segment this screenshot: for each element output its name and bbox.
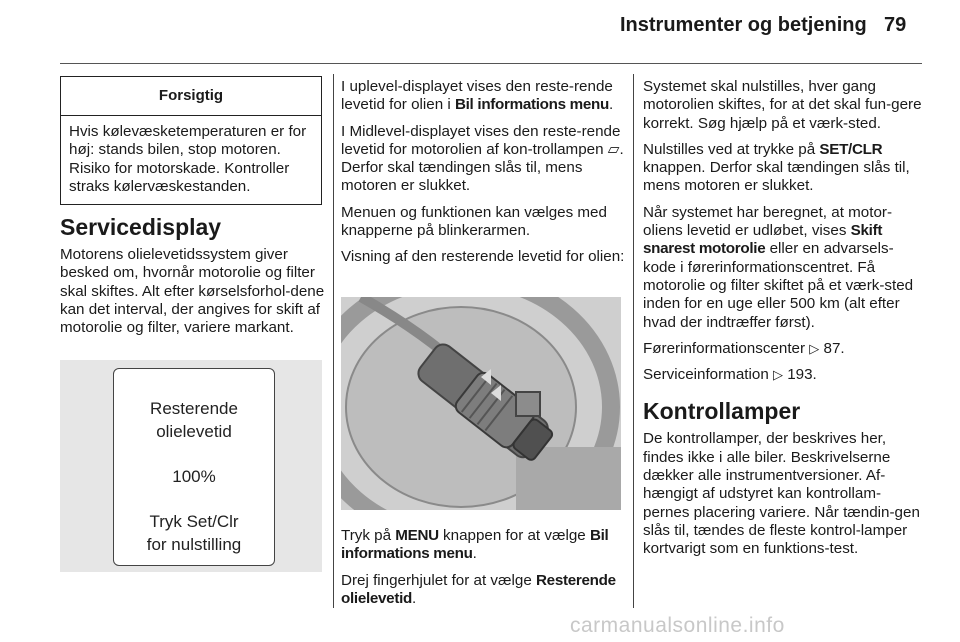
col2-paragraph-5: Tryk på MENU knappen for at vælge Bil informations menu. (341, 527, 609, 563)
col2-paragraph-4: Visning af den resterende levetid for olien: (341, 248, 625, 266)
service-section (60, 214, 326, 345)
col2-paragraph-2: I Midlevel-displayet vises den reste-rende levetid for motorolien af kon-trollampen ⏥. Derfor skal tændingen slås til, mens motoren er slukket. (341, 122, 624, 195)
col3-paragraph-1: Systemet skal nulstilles, hver gang motorolien skiftes, for at det skal fun-gere korrekt. Søg hjælp på et værk-sted. (643, 78, 922, 132)
display-line-tryk: Tryk Set/Clr (149, 512, 239, 531)
caution-title: Forsigtig (61, 77, 321, 116)
display-line-olielevetid: olielevetid (156, 422, 232, 441)
column-3 (643, 78, 925, 567)
turn-signal-lever-figure (341, 297, 621, 510)
service-intro-text: Motorens olielevetidssystem giver besked om, hvornår motorolie og filter skal skiftes. Alt efter kørselsforhol-dene kan det interval, der angives for skift af motorolie og filter, variere markant. (60, 246, 325, 337)
col3-paragraph-4: Førerinformationscenter ▷ 87. (643, 339, 845, 357)
column-divider-2 (633, 74, 634, 608)
servicedisplay-heading: Servicedisplay (60, 214, 222, 240)
col3-paragraph-6: De kontrollamper, der beskrives her, findes ikke i alle biler. Beskrivelserne dækker alle instrumentversioner. Af-hængigt af udstyret kan kontrollam-pernes placering variere. Når tændin-gen slås til, tændes de fleste kontrol-lamper kortvarigt som en funktions-test. (643, 430, 920, 558)
header-divider (60, 63, 922, 64)
oil-lamp-icon: ⏥ (607, 140, 620, 158)
column-2-bottom (341, 527, 625, 616)
page-number: 79 (884, 14, 907, 36)
col3-paragraph-5: Serviceinformation ▷ 193. (643, 366, 817, 384)
column-2 (341, 78, 625, 275)
display-line-nulstilling: for nulstilling (146, 535, 242, 554)
service-display-figure (60, 360, 322, 572)
page-reference-arrow-icon: ▷ (809, 340, 820, 356)
display-screen (113, 368, 275, 566)
col3-paragraph-2: Nulstilles ved at trykke på SET/CLR knappen. Derfor skal tændingen slås til, mens motoren er slukket. (643, 140, 910, 195)
caution-text: Hvis kølevæsketemperaturen er for høj: stands bilen, stop motoren. Risiko for motorskade. Kontroller straks kølervæskestanden. (69, 123, 307, 195)
display-line-resterende: Resterende (150, 399, 238, 418)
col2-paragraph-3: Menuen og funktionen kan vælges med knapperne på blinkerarmen. (341, 203, 607, 240)
col2-paragraph-6: Drej fingerhjulet for at vælge Resterende olielevetid. (341, 571, 616, 607)
running-header: Instrumenter og betjening (620, 14, 867, 36)
caution-box (60, 76, 322, 205)
watermark: carmanualsonline.info (570, 614, 785, 637)
page-reference-arrow-icon: ▷ (773, 367, 783, 383)
display-percent: 100% (172, 467, 216, 486)
column-divider-1 (333, 74, 334, 608)
col2-paragraph-1: I uplevel-displayet vises den reste-rende levetid for olien i Bil informations menu. (341, 78, 614, 114)
col3-paragraph-3: Når systemet har beregnet, at motor-oliens levetid er udløbet, vises Skift snarest motorolie eller en advarsels-kode i førerinformationscentret. Få motorolie og filter skiftet på et værk-sted inden for en uge eller 500 km (alt efter hvad der indtræffer først). (643, 203, 914, 331)
kontrollamper-heading: Kontrollamper (643, 398, 801, 425)
